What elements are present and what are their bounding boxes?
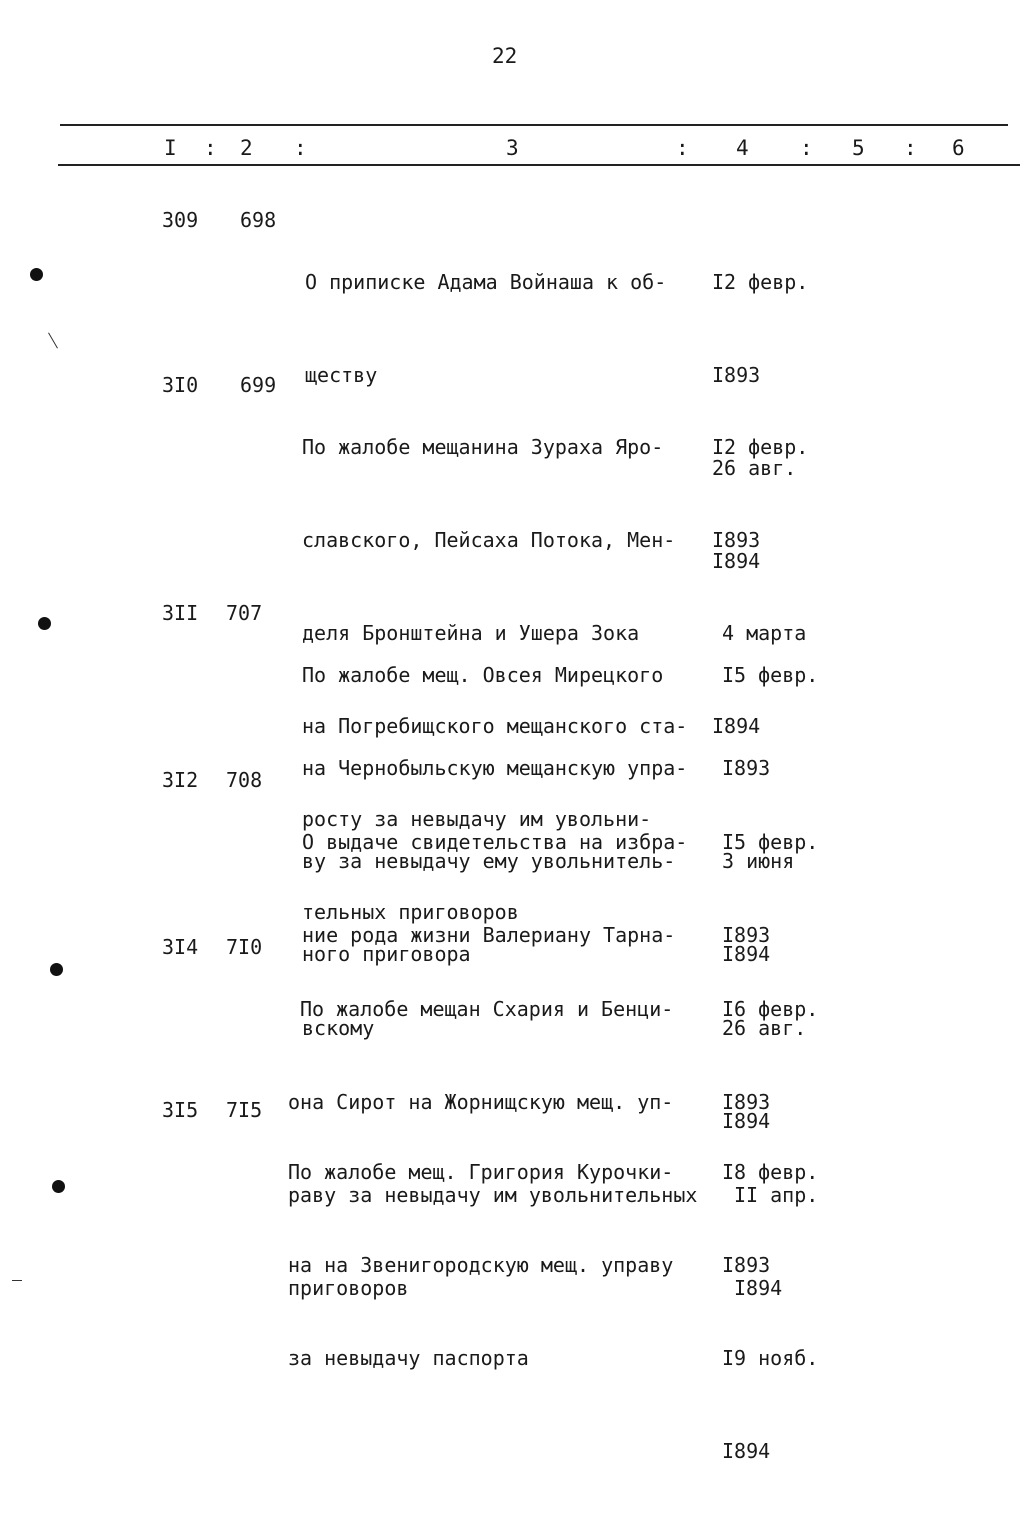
row-number: 3II	[162, 601, 199, 625]
start-date: I5 февр.	[722, 830, 819, 854]
description-line: тельных приговоров	[302, 900, 519, 924]
start-date: I2 февр.	[712, 270, 809, 294]
description-line: на Погребищского мещанского ста-	[302, 714, 688, 738]
column-header-6: 6	[952, 136, 965, 160]
description-line: за невыдачу паспорта	[288, 1346, 529, 1370]
end-year: I894	[722, 1109, 771, 1133]
description-line: славского, Пейсаха Потока, Мен-	[302, 528, 676, 552]
end-year: I894	[734, 1276, 783, 1300]
start-year: I893	[712, 528, 761, 552]
end-year: I894	[712, 714, 761, 738]
case-description	[288, 1095, 673, 1436]
end-date: 26 авг.	[712, 456, 797, 480]
row-number: 3I0	[162, 373, 199, 397]
header-bottom-rule	[58, 164, 1020, 166]
punch-hole-icon	[30, 268, 43, 281]
end-year: I894	[722, 1439, 771, 1463]
column-header-1: I	[164, 136, 177, 160]
column-header-4: 4	[736, 136, 749, 160]
description-line: раву за невыдачу им увольнительных	[288, 1183, 698, 1207]
column-separator: :	[676, 136, 689, 160]
end-date: II апр.	[734, 1183, 819, 1207]
end-date: 26 авг.	[722, 1016, 807, 1040]
file-number: 7I0	[226, 935, 263, 959]
description-line: ние рода жизни Валериану Тарна-	[302, 923, 676, 947]
column-header-2: 2	[240, 136, 253, 160]
row-number: 309	[162, 208, 199, 232]
scan-mark	[12, 1280, 22, 1281]
description-line: на Чернобыльскую мещанскую упра-	[302, 756, 688, 780]
description-line: на на Звенигородскую мещ. управу	[288, 1253, 674, 1277]
description-line: она Сирот на Жорнищскую мещ. уп-	[288, 1090, 674, 1114]
column-header-3: 3	[506, 136, 519, 160]
punch-hole-icon	[52, 1180, 65, 1193]
column-separator: :	[204, 136, 217, 160]
file-number: 708	[226, 768, 263, 792]
end-date: 4 марта	[722, 621, 807, 645]
end-year: I894	[722, 942, 771, 966]
punch-hole-icon	[38, 617, 51, 630]
description-line: По жалобе мещ. Овсея Мирецкого	[302, 663, 664, 687]
start-year: I893	[712, 363, 761, 387]
file-number: 707	[226, 601, 263, 625]
start-year: I893	[722, 1253, 771, 1277]
start-date: I6 февр.	[722, 997, 819, 1021]
punch-hole-icon	[50, 963, 63, 976]
file-number: 698	[240, 208, 277, 232]
column-header-5: 5	[852, 136, 865, 160]
start-date: I2 февр.	[712, 435, 809, 459]
page-number: 22	[492, 44, 518, 68]
case-dates	[722, 1095, 818, 1529]
row-number: 3I4	[162, 935, 199, 959]
description-line: росту за невыдачу им увольни-	[302, 807, 652, 831]
description-line: ву за невыдачу ему увольнитель-	[302, 849, 676, 873]
column-separator: :	[294, 136, 307, 160]
description-line: По жалобе мещанина Зураха Яро-	[302, 435, 664, 459]
row-number: 3I2	[162, 768, 199, 792]
description-line: ного приговора	[302, 942, 471, 966]
scan-mark	[48, 332, 58, 348]
column-separator: :	[800, 136, 813, 160]
header-top-rule	[60, 124, 1008, 126]
description-line: По жалобе мещ. Григория Курочки-	[288, 1160, 674, 1184]
start-year: I893	[722, 756, 771, 780]
end-year: I894	[712, 549, 761, 573]
description-line: О выдаче свидетельства на избра-	[302, 830, 688, 854]
start-date: I5 февр.	[722, 663, 819, 687]
description-line: вскому	[302, 1016, 375, 1040]
row-number: 3I5	[162, 1098, 199, 1122]
column-separator: :	[904, 136, 917, 160]
description-line: ществу	[305, 363, 378, 387]
description-line: По жалобе мещан Схария и Бенци-	[300, 997, 674, 1021]
description-line: приговоров	[288, 1276, 409, 1300]
start-year: I893	[722, 923, 771, 947]
start-year: I893	[722, 1090, 771, 1114]
file-number: 7I5	[226, 1098, 263, 1122]
description-line: деля Бронштейна и Ушера Зока	[302, 621, 640, 645]
start-date: I8 февр.	[722, 1160, 819, 1184]
file-number: 699	[240, 373, 277, 397]
end-date: 3 июня	[722, 849, 795, 873]
end-date: I9 нояб.	[722, 1346, 819, 1370]
description-line: О приписке Адама Войнаша к об-	[305, 270, 667, 294]
